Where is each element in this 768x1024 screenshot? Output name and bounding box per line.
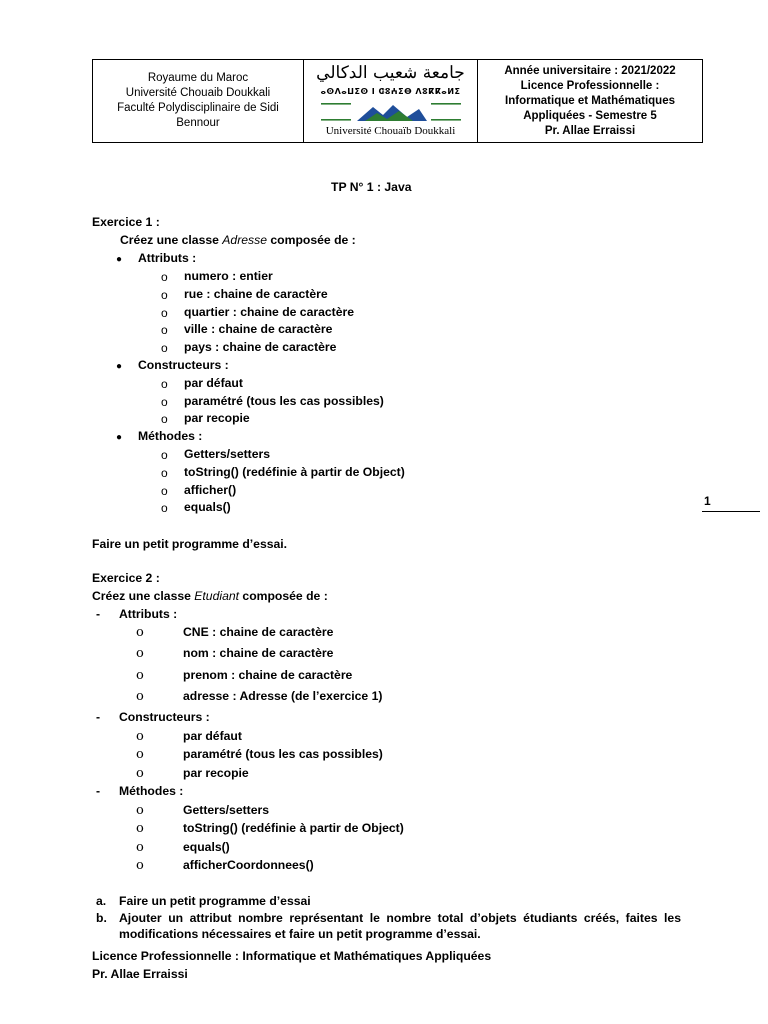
- task-marker: b.: [96, 911, 107, 925]
- circle-bullet-icon: o: [161, 323, 168, 337]
- exercise-1-intro: [120, 233, 356, 248]
- ex2-methode-item: toString() (redéfinie à partir de Object): [183, 821, 404, 835]
- ex1-methode-item: equals(): [184, 500, 231, 514]
- intro-text: composée de :: [239, 589, 328, 603]
- ex2-constructeur-item: paramétré (tous les cas possibles): [183, 747, 383, 761]
- header-right-line: Appliquées - Semestre 5: [523, 109, 657, 122]
- class-name: Adresse: [222, 233, 268, 247]
- header-left-line: Université Chouaib Doukkali: [125, 87, 271, 99]
- ex1-methodes-label: Méthodes :: [138, 429, 203, 443]
- bullet-icon: ●: [116, 361, 123, 372]
- page-title: TP N° 1 : Java: [331, 180, 412, 194]
- page-number: 1: [704, 494, 711, 508]
- circle-bullet-icon: o: [161, 412, 168, 426]
- task-marker: a.: [96, 894, 107, 908]
- ex2-attribut-item: adresse : Adresse (de l’exercice 1): [183, 689, 383, 703]
- header-right-line: Année universitaire : 2021/2022: [504, 64, 676, 77]
- ex2-attributs-label: Attributs :: [119, 607, 178, 621]
- logo-wave-icon: [321, 101, 461, 123]
- page-number-rule: [702, 511, 760, 512]
- theta-bullet-icon: ο: [136, 858, 144, 873]
- ex1-outro: Faire un petit programme d’essai.: [92, 537, 288, 551]
- header-left-line: Royaume du Maroc: [147, 72, 249, 84]
- theta-bullet-icon: ο: [136, 803, 144, 818]
- ex1-attribut-item: quartier : chaine de caractère: [184, 305, 355, 319]
- ex1-constructeur-item: par défaut: [184, 376, 243, 390]
- header-right-line: Informatique et Mathématiques: [505, 94, 675, 107]
- dash-bullet-icon: -: [96, 784, 101, 798]
- header-table: [92, 59, 703, 143]
- theta-bullet-icon: ο: [136, 747, 144, 762]
- ex1-constructeur-item: par recopie: [184, 411, 250, 425]
- exercise-1-heading: Exercice 1 :: [92, 215, 160, 229]
- ex2-methode-item: Getters/setters: [183, 803, 270, 817]
- ex2-constructeur-item: par défaut: [183, 729, 242, 743]
- task-text: Ajouter un attribut nombre représentant le nombre total d’objets étudiants créés, faites les modifications nécessaires et faire un petit programme d’essai.: [119, 911, 681, 941]
- header-left-line: Faculté Polydisciplinaire de Sidi: [117, 102, 279, 114]
- theta-bullet-icon: ο: [136, 729, 144, 744]
- theta-bullet-icon: ο: [136, 821, 144, 836]
- theta-bullet-icon: ο: [136, 689, 144, 704]
- circle-bullet-icon: o: [161, 501, 168, 515]
- circle-bullet-icon: o: [161, 466, 168, 480]
- ex1-constructeur-item: paramétré (tous les cas possibles): [184, 394, 384, 408]
- bullet-icon: ●: [116, 254, 123, 265]
- ex2-attribut-item: CNE : chaine de caractère: [183, 625, 334, 639]
- circle-bullet-icon: o: [161, 306, 168, 320]
- theta-bullet-icon: ο: [136, 625, 144, 640]
- ex2-attribut-item: nom : chaine de caractère: [183, 646, 334, 660]
- intro-text: Créez une classe: [92, 589, 195, 603]
- logo-french-text: Université Chouaïb Doukkali: [325, 125, 456, 137]
- ex1-methode-item: afficher(): [184, 483, 237, 497]
- theta-bullet-icon: ο: [136, 668, 144, 683]
- class-name: Etudiant: [194, 589, 240, 603]
- circle-bullet-icon: o: [161, 484, 168, 498]
- circle-bullet-icon: o: [161, 377, 168, 391]
- ex1-attribut-item: pays : chaine de caractère: [184, 340, 337, 354]
- intro-text: Créez une classe: [120, 233, 223, 247]
- header-left-line: Bennour: [176, 117, 220, 129]
- ex1-constructeurs-label: Constructeurs :: [138, 358, 229, 372]
- ex1-attributs-label: Attributs :: [138, 251, 197, 265]
- ex1-attribut-item: rue : chaine de caractère: [184, 287, 328, 301]
- circle-bullet-icon: o: [161, 395, 168, 409]
- ex1-methode-item: Getters/setters: [184, 447, 271, 461]
- exercise-2-heading: Exercice 2 :: [92, 571, 160, 585]
- header-right-line: Licence Professionnelle :: [520, 79, 660, 92]
- logo-arabic-text: جامعة شعيب الدكالي: [316, 63, 465, 83]
- ex2-attribut-item: prenom : chaine de caractère: [183, 668, 353, 682]
- ex2-methodes-label: Méthodes :: [119, 784, 184, 798]
- header-course-info: [478, 60, 702, 142]
- university-logo: [316, 63, 466, 139]
- ex1-attribut-item: ville : chaine de caractère: [184, 322, 333, 336]
- ex1-attribut-item: numero : entier: [184, 269, 273, 283]
- theta-bullet-icon: ο: [136, 766, 144, 781]
- circle-bullet-icon: o: [161, 288, 168, 302]
- footer-line: Pr. Allae Erraissi: [92, 967, 188, 981]
- dash-bullet-icon: -: [96, 710, 101, 724]
- exercise-2-intro: [92, 589, 328, 604]
- bullet-icon: ●: [116, 432, 123, 443]
- ex1-methode-item: toString() (redéfinie à partir de Object): [184, 465, 405, 479]
- circle-bullet-icon: o: [161, 341, 168, 355]
- intro-text: composée de :: [267, 233, 356, 247]
- header-logo-cell: [304, 60, 478, 142]
- header-right-line: Pr. Allae Erraissi: [544, 124, 636, 137]
- logo-tifinagh-text: ⴰⵙⴷⴰⵡⵉⵙ ⵏ ⵛⵓⵄⵉⴱ ⴷⵓⴽⴽⴰⵍⵉ: [320, 87, 461, 96]
- circle-bullet-icon: o: [161, 448, 168, 462]
- header-institution: [93, 60, 304, 142]
- ex2-constructeur-item: par recopie: [183, 766, 249, 780]
- theta-bullet-icon: ο: [136, 840, 144, 855]
- ex2-methode-item: equals(): [183, 840, 230, 854]
- dash-bullet-icon: -: [96, 607, 101, 621]
- theta-bullet-icon: ο: [136, 646, 144, 661]
- ex2-constructeurs-label: Constructeurs :: [119, 710, 210, 724]
- circle-bullet-icon: o: [161, 270, 168, 284]
- task-text: Faire un petit programme d’essai: [119, 894, 311, 908]
- footer-line: Licence Professionnelle : Informatique et Mathématiques Appliquées: [92, 949, 492, 963]
- ex2-methode-item: afficherCoordonnees(): [183, 858, 314, 872]
